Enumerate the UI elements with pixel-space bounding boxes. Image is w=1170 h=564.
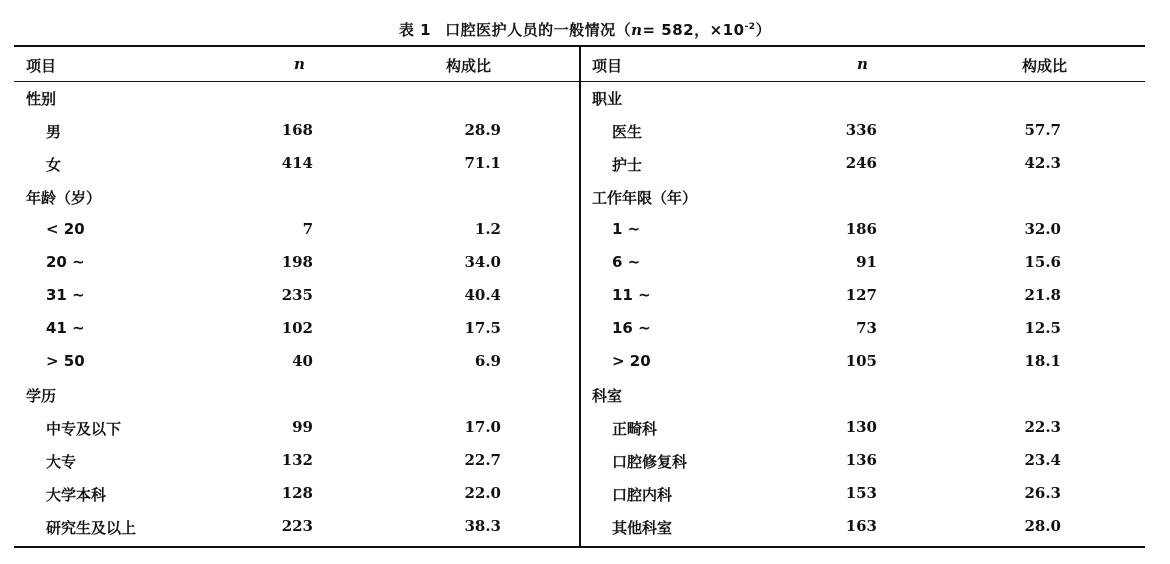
header-pct: 构成比: [446, 57, 492, 75]
table-number: 表 1: [398, 21, 432, 39]
table-row: [14, 510, 579, 543]
left-table-body: [14, 81, 579, 543]
table-row: [581, 345, 1145, 378]
sample-size-value: = 582，×10: [642, 21, 745, 39]
row-label: 女: [46, 156, 62, 174]
table-row: [581, 477, 1145, 510]
exponent: -2: [744, 22, 756, 32]
count-cell: 163: [845, 517, 877, 535]
table-row: [581, 444, 1145, 477]
row-label: 医生: [612, 123, 643, 141]
count-cell: 99: [292, 418, 313, 436]
table-row: [14, 246, 579, 279]
table-row: [14, 114, 579, 147]
count-cell: 246: [845, 154, 877, 172]
group-row: [581, 81, 1145, 114]
proportion-cell: 17.0: [464, 418, 501, 436]
count-cell: 186: [845, 220, 877, 238]
row-label: 大学本科: [46, 486, 107, 504]
count-cell: 153: [845, 484, 877, 502]
proportion-cell: 38.3: [464, 517, 501, 535]
group-label: 年龄（岁）: [26, 189, 102, 207]
right-table-body: [581, 81, 1145, 543]
proportion-cell: 34.0: [464, 253, 501, 271]
count-cell: 73: [856, 319, 877, 337]
count-cell: 7: [302, 220, 313, 238]
proportion-cell: 23.4: [1024, 451, 1061, 469]
row-label: 男: [46, 123, 62, 141]
row-label: 口腔修复科: [612, 453, 688, 471]
table-row: [581, 147, 1145, 180]
proportion-cell: 26.3: [1024, 484, 1061, 502]
group-row: [581, 180, 1145, 213]
count-cell: 130: [845, 418, 877, 436]
row-label: 20 ~: [46, 253, 85, 271]
header-pct: 构成比: [1022, 57, 1068, 75]
table-row: [14, 411, 579, 444]
table-row: [14, 312, 579, 345]
row-label: 16 ~: [612, 319, 651, 337]
proportion-cell: 22.0: [464, 484, 501, 502]
row-label: 6 ~: [612, 253, 641, 271]
count-cell: 198: [281, 253, 313, 271]
table-row: [581, 246, 1145, 279]
count-cell: 336: [845, 121, 877, 139]
proportion-cell: 28.9: [464, 121, 501, 139]
table-row: [14, 345, 579, 378]
row-label: 护士: [612, 156, 643, 174]
proportion-cell: 42.3: [1024, 154, 1061, 172]
group-label: 性别: [26, 90, 57, 108]
table-row: [14, 444, 579, 477]
table-row: [14, 213, 579, 246]
proportion-cell: 57.7: [1024, 121, 1061, 139]
group-row: [14, 378, 579, 411]
row-label: > 50: [46, 352, 85, 370]
row-label: 1 ~: [612, 220, 641, 238]
sample-size-symbol: n: [631, 21, 643, 39]
table-row: [581, 411, 1145, 444]
proportion-cell: 17.5: [464, 319, 501, 337]
count-cell: 136: [845, 451, 877, 469]
count-cell: 132: [281, 451, 313, 469]
proportion-cell: 71.1: [464, 154, 501, 172]
proportion-cell: 15.6: [1024, 253, 1061, 271]
header-item: 项目: [592, 57, 623, 75]
table-row: [14, 279, 579, 312]
right-header-row: [581, 47, 1145, 81]
table-row: [581, 213, 1145, 246]
left-header-row: [14, 47, 579, 81]
table-row: [14, 477, 579, 510]
group-row: [14, 81, 579, 114]
count-cell: 414: [281, 154, 313, 172]
header-n: n: [294, 55, 305, 73]
table-row: [581, 312, 1145, 345]
proportion-cell: 28.0: [1024, 517, 1061, 535]
row-label: 11 ~: [612, 286, 651, 304]
proportion-cell: 32.0: [1024, 220, 1061, 238]
table-caption: [0, 19, 1170, 43]
row-label: 正畸科: [612, 420, 658, 438]
row-label: 31 ~: [46, 286, 85, 304]
table-row: [581, 510, 1145, 543]
group-label: 科室: [592, 387, 623, 405]
proportion-cell: 1.2: [474, 220, 501, 238]
count-cell: 102: [281, 319, 313, 337]
proportion-cell: 12.5: [1024, 319, 1061, 337]
count-cell: 105: [845, 352, 877, 370]
row-label: 中专及以下: [46, 420, 122, 438]
row-label: 研究生及以上: [46, 519, 137, 537]
header-item: 项目: [26, 57, 57, 75]
proportion-cell: 40.4: [464, 286, 501, 304]
count-cell: 91: [856, 253, 877, 271]
count-cell: 168: [281, 121, 313, 139]
group-row: [14, 180, 579, 213]
row-label: 其他科室: [612, 519, 673, 537]
group-label: 职业: [592, 90, 623, 108]
count-cell: 235: [281, 286, 313, 304]
left-panel: [14, 47, 579, 543]
group-label: 工作年限（年）: [592, 189, 698, 207]
table-row: [581, 114, 1145, 147]
row-label: 口腔内科: [612, 486, 673, 504]
proportion-cell: 22.3: [1024, 418, 1061, 436]
row-label: 41 ~: [46, 319, 85, 337]
group-label: 学历: [26, 387, 57, 405]
row-label: 大专: [46, 453, 77, 471]
count-cell: 40: [292, 352, 313, 370]
right-panel: [581, 47, 1145, 543]
row-label: > 20: [612, 352, 651, 370]
proportion-cell: 21.8: [1024, 286, 1061, 304]
caption-close: ）: [755, 21, 772, 39]
table-row: [14, 147, 579, 180]
proportion-cell: 18.1: [1024, 352, 1061, 370]
count-cell: 127: [845, 286, 877, 304]
count-cell: 223: [281, 517, 313, 535]
count-cell: 128: [281, 484, 313, 502]
row-label: < 20: [46, 220, 85, 238]
header-n: n: [857, 55, 868, 73]
proportion-cell: 22.7: [464, 451, 501, 469]
group-row: [581, 378, 1145, 411]
table-row: [581, 279, 1145, 312]
proportion-cell: 6.9: [474, 352, 501, 370]
table-title: 口腔医护人员的一般情况（: [445, 21, 632, 39]
